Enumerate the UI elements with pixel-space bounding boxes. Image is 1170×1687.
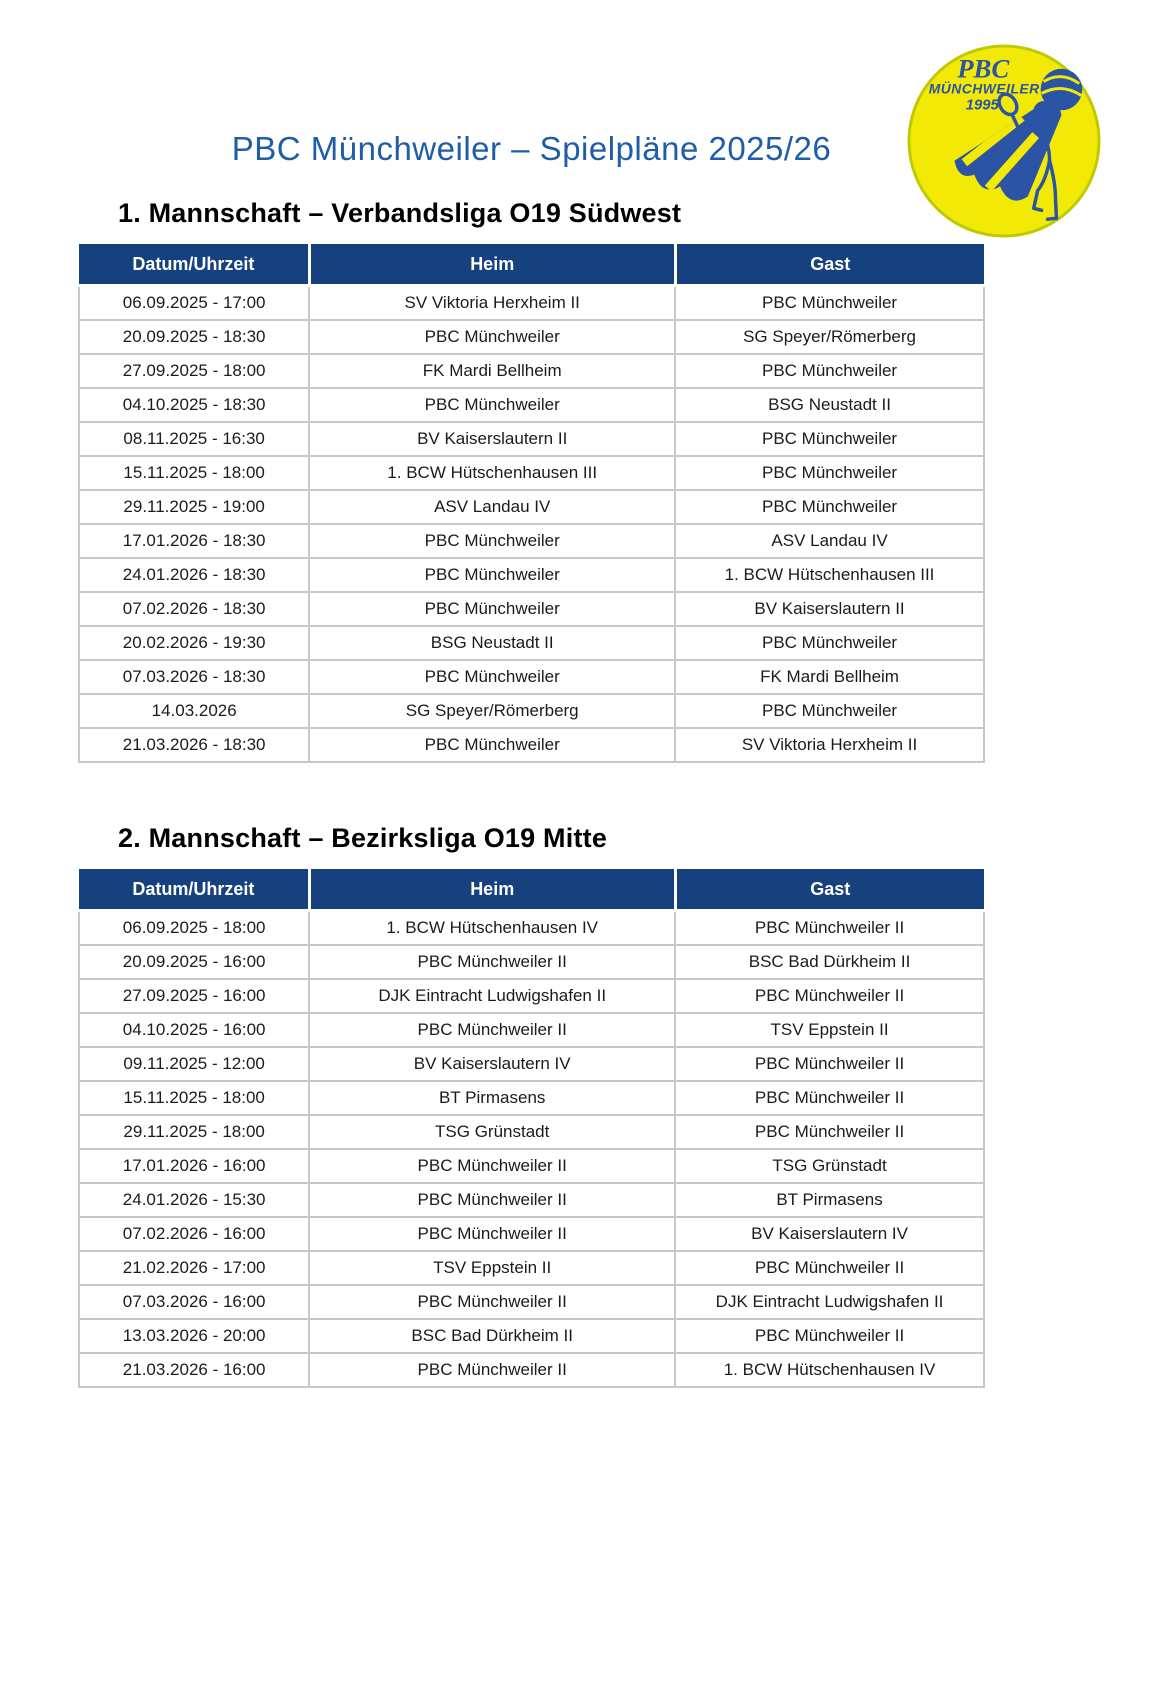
table-row <box>79 422 984 456</box>
home-team: TSV Eppstein II <box>309 1251 675 1285</box>
table-row <box>79 1319 984 1353</box>
table-row <box>79 490 984 524</box>
home-team: PBC Münchweiler <box>309 660 675 694</box>
guest-team: PBC Münchweiler II <box>675 1047 984 1081</box>
table-row <box>79 1285 984 1319</box>
table-row <box>79 694 984 728</box>
home-team: BSC Bad Dürkheim II <box>309 1319 675 1353</box>
match-datetime: 27.09.2025 - 16:00 <box>79 979 309 1013</box>
guest-team: BV Kaiserslautern II <box>675 592 984 626</box>
home-team: PBC Münchweiler II <box>309 1149 675 1183</box>
column-header: Gast <box>675 869 984 911</box>
match-datetime: 17.01.2026 - 16:00 <box>79 1149 309 1183</box>
logo-club-town: MÜNCHWEILER <box>928 80 1040 97</box>
match-datetime: 27.09.2025 - 18:00 <box>79 354 309 388</box>
guest-team: PBC Münchweiler II <box>675 979 984 1013</box>
home-team: BSG Neustadt II <box>309 626 675 660</box>
home-team: BV Kaiserslautern II <box>309 422 675 456</box>
table-row <box>79 524 984 558</box>
guest-team: SG Speyer/Römerberg <box>675 320 984 354</box>
column-header: Datum/Uhrzeit <box>79 869 309 911</box>
guest-team: PBC Münchweiler <box>675 456 984 490</box>
guest-team: PBC Münchweiler <box>675 354 984 388</box>
table-row <box>79 945 984 979</box>
home-team: PBC Münchweiler <box>309 388 675 422</box>
guest-team: PBC Münchweiler <box>675 694 984 728</box>
table-body <box>79 911 984 1388</box>
guest-team: FK Mardi Bellheim <box>675 660 984 694</box>
table-row <box>79 1183 984 1217</box>
home-team: TSG Grünstadt <box>309 1115 675 1149</box>
home-team: ASV Landau IV <box>309 490 675 524</box>
guest-team: PBC Münchweiler <box>675 422 984 456</box>
guest-team: PBC Münchweiler II <box>675 1081 984 1115</box>
match-datetime: 08.11.2025 - 16:30 <box>79 422 309 456</box>
table-header-row <box>79 244 984 286</box>
table-header-row <box>79 869 984 911</box>
match-datetime: 21.03.2026 - 16:00 <box>79 1353 309 1387</box>
schedule-table <box>78 244 985 763</box>
table-row <box>79 660 984 694</box>
home-team: BT Pirmasens <box>309 1081 675 1115</box>
home-team: PBC Münchweiler II <box>309 1013 675 1047</box>
match-datetime: 07.03.2026 - 16:00 <box>79 1285 309 1319</box>
table-body <box>79 286 984 763</box>
table-row <box>79 1047 984 1081</box>
match-datetime: 04.10.2025 - 16:00 <box>79 1013 309 1047</box>
match-datetime: 15.11.2025 - 18:00 <box>79 456 309 490</box>
home-team: BV Kaiserslautern IV <box>309 1047 675 1081</box>
match-datetime: 21.03.2026 - 18:30 <box>79 728 309 762</box>
table-row <box>79 558 984 592</box>
home-team: PBC Münchweiler <box>309 592 675 626</box>
guest-team: BV Kaiserslautern IV <box>675 1217 984 1251</box>
guest-team: PBC Münchweiler II <box>675 1251 984 1285</box>
home-team: DJK Eintracht Ludwigshafen II <box>309 979 675 1013</box>
match-datetime: 06.09.2025 - 18:00 <box>79 911 309 946</box>
table-row <box>79 1115 984 1149</box>
home-team: 1. BCW Hütschenhausen III <box>309 456 675 490</box>
home-team: PBC Münchweiler II <box>309 1353 675 1387</box>
home-team: PBC Münchweiler <box>309 320 675 354</box>
column-header: Datum/Uhrzeit <box>79 244 309 286</box>
guest-team: 1. BCW Hütschenhausen IV <box>675 1353 984 1387</box>
logo-club-abbr: PBC <box>957 53 1010 84</box>
table-row <box>79 1217 984 1251</box>
schedule-section <box>78 198 985 763</box>
match-datetime: 21.02.2026 - 17:00 <box>79 1251 309 1285</box>
guest-team: PBC Münchweiler II <box>675 1115 984 1149</box>
table-row <box>79 1251 984 1285</box>
table-row <box>79 979 984 1013</box>
table-row <box>79 1353 984 1387</box>
document-title: PBC Münchweiler – Spielpläne 2025/26 <box>231 130 832 167</box>
guest-team: BT Pirmasens <box>675 1183 984 1217</box>
match-datetime: 14.03.2026 <box>79 694 309 728</box>
match-datetime: 17.01.2026 - 18:30 <box>79 524 309 558</box>
guest-team: BSC Bad Dürkheim II <box>675 945 984 979</box>
home-team: PBC Münchweiler II <box>309 1285 675 1319</box>
table-row <box>79 286 984 321</box>
table-row <box>79 728 984 762</box>
match-datetime: 09.11.2025 - 12:00 <box>79 1047 309 1081</box>
column-header: Gast <box>675 244 984 286</box>
home-team: 1. BCW Hütschenhausen IV <box>309 911 675 946</box>
home-team: SV Viktoria Herxheim II <box>309 286 675 321</box>
table-row <box>79 1149 984 1183</box>
home-team: PBC Münchweiler II <box>309 1217 675 1251</box>
match-datetime: 13.03.2026 - 20:00 <box>79 1319 309 1353</box>
home-team: SG Speyer/Römerberg <box>309 694 675 728</box>
match-datetime: 29.11.2025 - 19:00 <box>79 490 309 524</box>
table-head <box>79 869 984 911</box>
table-row <box>79 388 984 422</box>
column-header: Heim <box>309 869 675 911</box>
guest-team: PBC Münchweiler <box>675 286 984 321</box>
table-row <box>79 320 984 354</box>
guest-team: ASV Landau IV <box>675 524 984 558</box>
guest-team: PBC Münchweiler <box>675 626 984 660</box>
home-team: FK Mardi Bellheim <box>309 354 675 388</box>
match-datetime: 15.11.2025 - 18:00 <box>79 1081 309 1115</box>
sections <box>78 198 985 1388</box>
guest-team: PBC Münchweiler II <box>675 1319 984 1353</box>
section-heading: 1. Mannschaft – Verbandsliga O19 Südwest <box>118 198 682 228</box>
table-row <box>79 626 984 660</box>
match-datetime: 07.02.2026 - 18:30 <box>79 592 309 626</box>
guest-team: SV Viktoria Herxheim II <box>675 728 984 762</box>
home-team: PBC Münchweiler <box>309 558 675 592</box>
guest-team: BSG Neustadt II <box>675 388 984 422</box>
table-row <box>79 456 984 490</box>
guest-team: PBC Münchweiler <box>675 490 984 524</box>
section-heading: 2. Mannschaft – Bezirksliga O19 Mitte <box>118 823 608 853</box>
guest-team: PBC Münchweiler II <box>675 911 984 946</box>
home-team: PBC Münchweiler II <box>309 945 675 979</box>
match-datetime: 07.02.2026 - 16:00 <box>79 1217 309 1251</box>
guest-team: TSV Eppstein II <box>675 1013 984 1047</box>
match-datetime: 20.09.2025 - 16:00 <box>79 945 309 979</box>
match-datetime: 04.10.2025 - 18:30 <box>79 388 309 422</box>
schedule-section <box>78 823 985 1388</box>
match-datetime: 20.02.2026 - 19:30 <box>79 626 309 660</box>
match-datetime: 07.03.2026 - 18:30 <box>79 660 309 694</box>
guest-team: DJK Eintracht Ludwigshafen II <box>675 1285 984 1319</box>
table-head <box>79 244 984 286</box>
table-row <box>79 911 984 946</box>
logo-founded-year: 1995 <box>965 97 999 114</box>
home-team: PBC Münchweiler II <box>309 1183 675 1217</box>
match-datetime: 24.01.2026 - 18:30 <box>79 558 309 592</box>
home-team: PBC Münchweiler <box>309 524 675 558</box>
match-datetime: 29.11.2025 - 18:00 <box>79 1115 309 1149</box>
table-row <box>79 354 984 388</box>
home-team: PBC Münchweiler <box>309 728 675 762</box>
table-row <box>79 1013 984 1047</box>
match-datetime: 24.01.2026 - 15:30 <box>79 1183 309 1217</box>
table-row <box>79 1081 984 1115</box>
table-row <box>79 592 984 626</box>
column-header: Heim <box>309 244 675 286</box>
guest-team: 1. BCW Hütschenhausen III <box>675 558 984 592</box>
content <box>78 0 985 1388</box>
schedule-table <box>78 869 985 1388</box>
match-datetime: 06.09.2025 - 17:00 <box>79 286 309 321</box>
match-datetime: 20.09.2025 - 18:30 <box>79 320 309 354</box>
guest-team: TSG Grünstadt <box>675 1149 984 1183</box>
